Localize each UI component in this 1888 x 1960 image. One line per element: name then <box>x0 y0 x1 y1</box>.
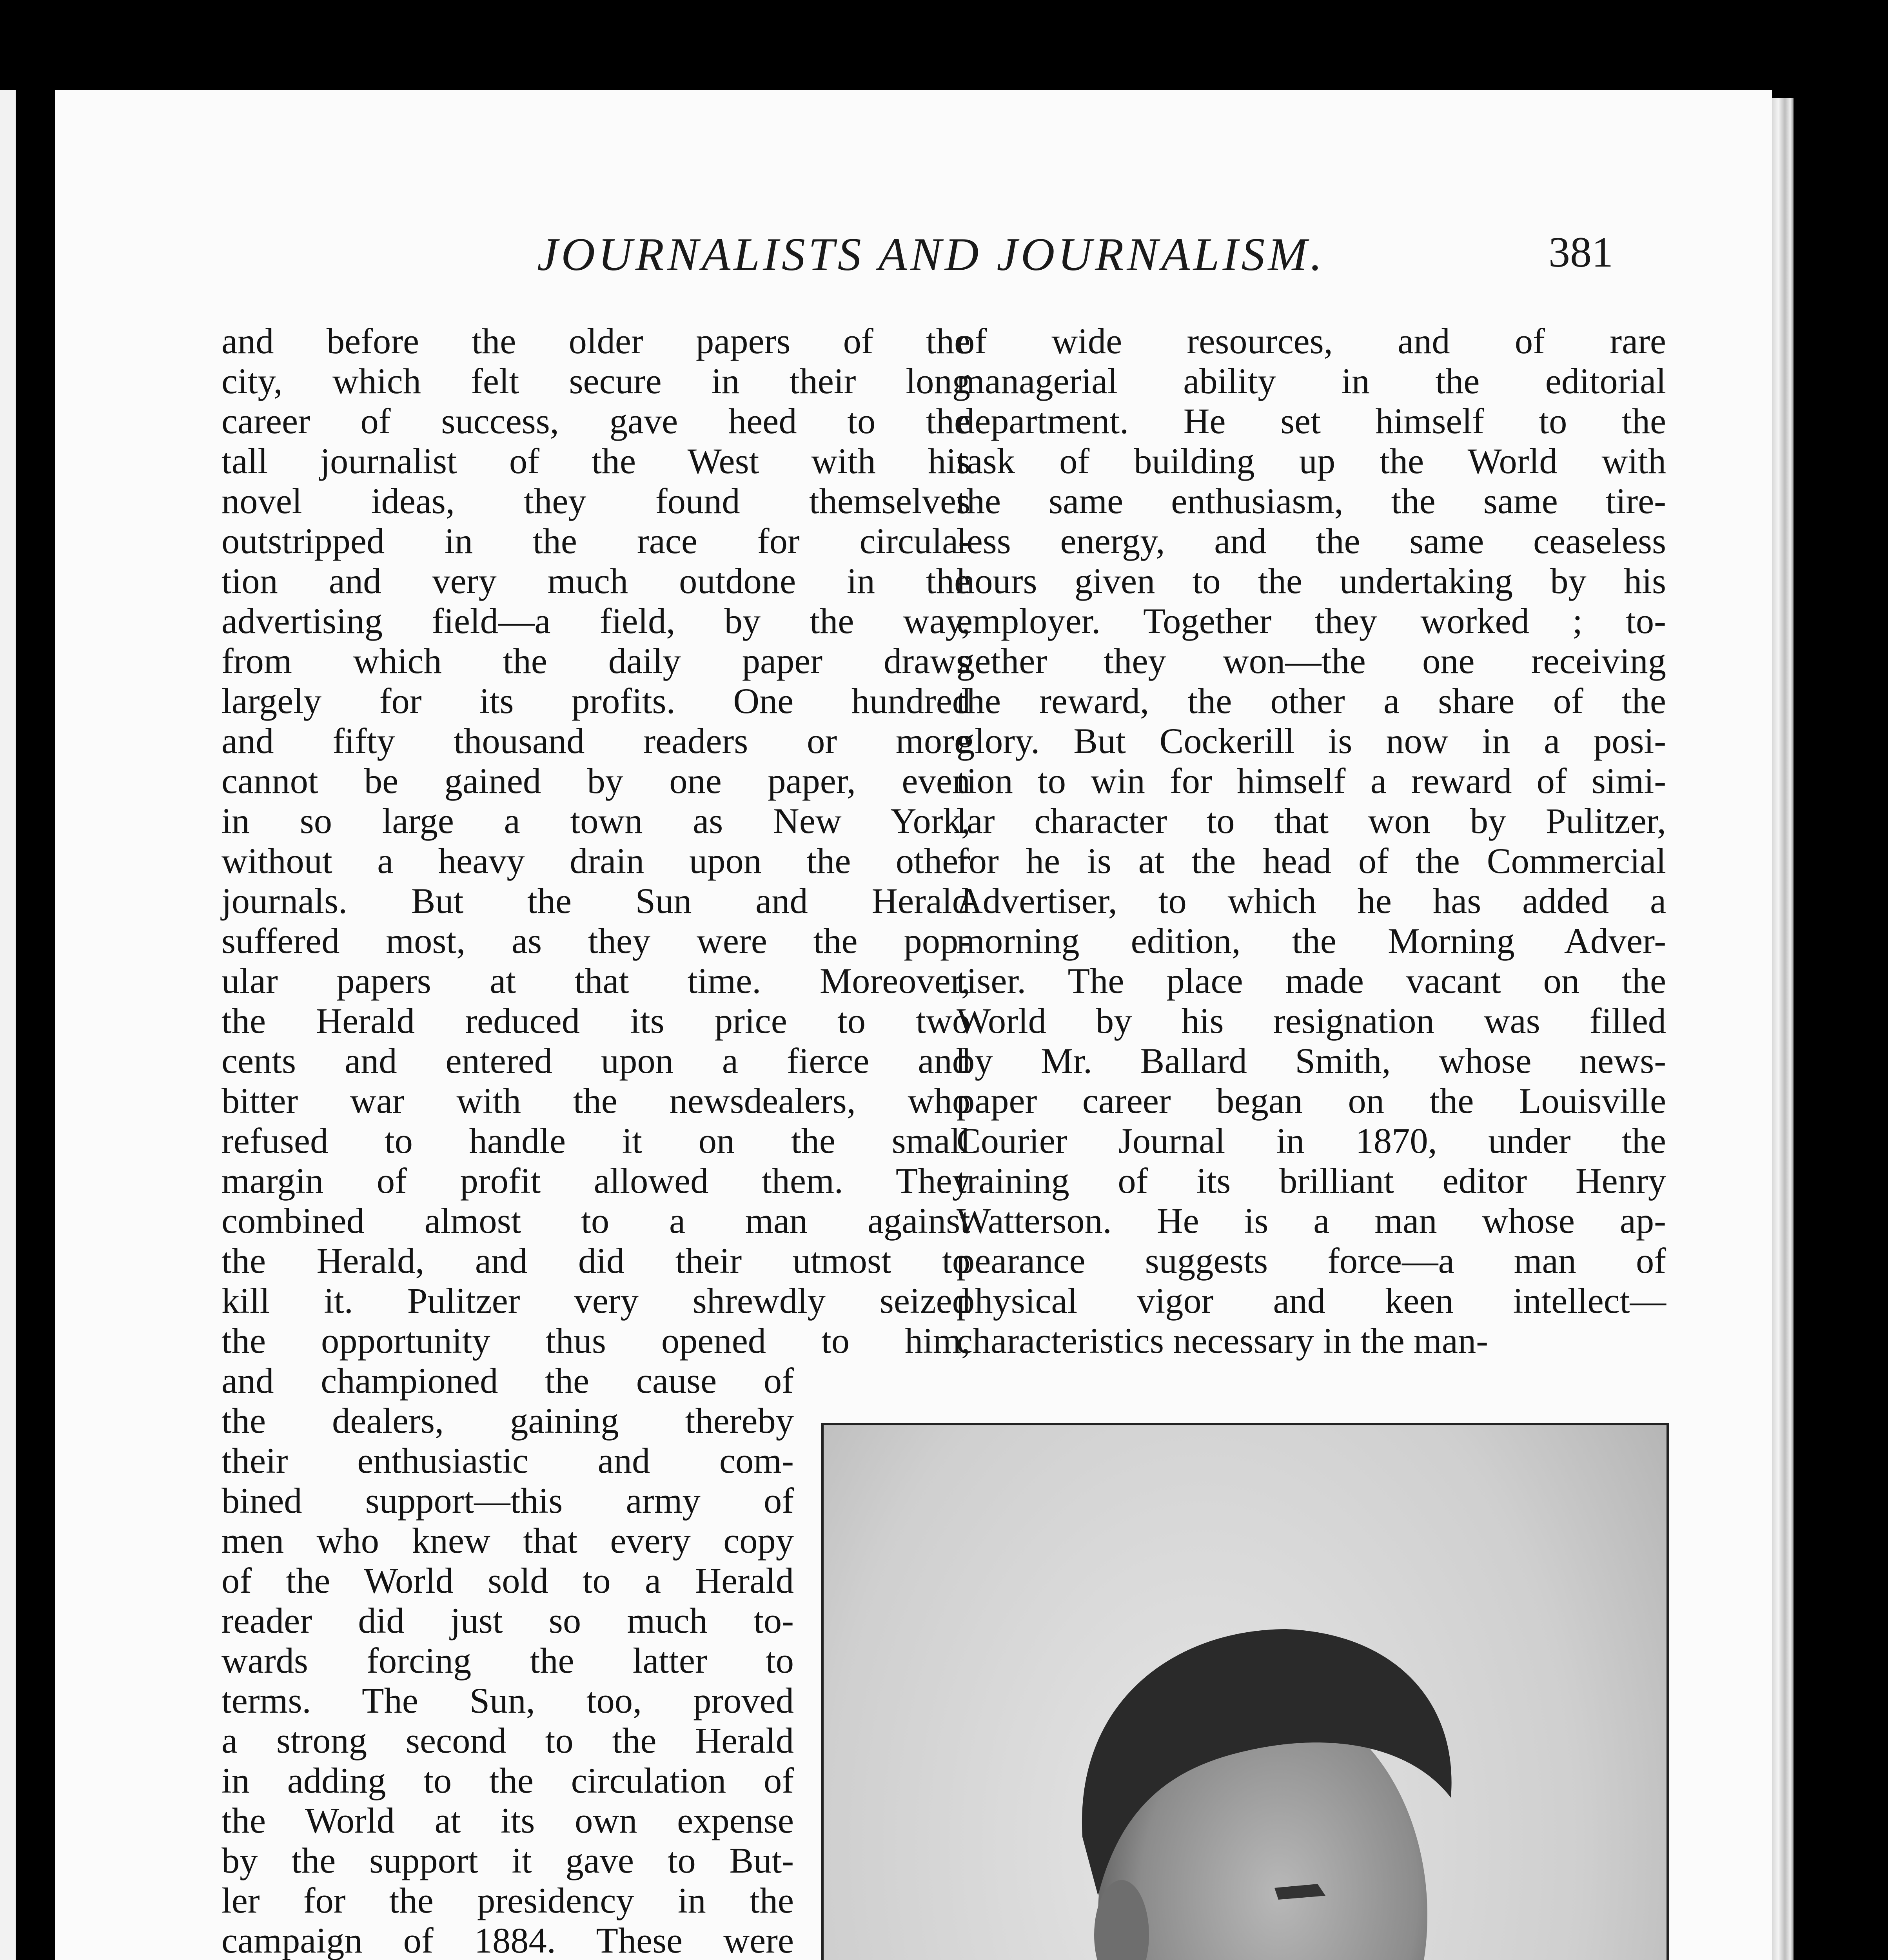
portrait-illustration <box>824 1425 1667 1960</box>
text-line: kill it. Pulitzer very shrewdly seized <box>221 1281 970 1321</box>
text-line: tall journalist of the West with his <box>221 441 970 481</box>
text-line: the reward, the other a share of the <box>957 681 1666 721</box>
text-line: paper career began on the Louisville <box>957 1081 1666 1121</box>
text-line: for he is at the head of the Commercial <box>957 841 1666 881</box>
text-line: pearance suggests force—a man of <box>957 1241 1666 1281</box>
text-line: of wide resources, and of rare <box>957 321 1666 361</box>
text-line: and championed the cause of <box>221 1361 794 1401</box>
text-line: less energy, and the same ceaseless <box>957 521 1666 561</box>
text-line: their enthusiastic and com- <box>221 1441 794 1481</box>
text-line: glory. But Cockerill is now in a posi- <box>957 721 1666 761</box>
text-line: advertising field—a field, by the way, <box>221 601 970 641</box>
text-line: and before the older papers of the <box>221 321 970 361</box>
running-title: JOURNALISTS AND JOURNALISM. <box>537 228 1325 280</box>
text-line: the same enthusiasm, the same tire- <box>957 481 1666 521</box>
right-column <box>957 321 1666 1361</box>
previous-page-strip <box>0 90 16 1960</box>
text-line: men who knew that every copy <box>221 1521 794 1561</box>
text-line: without a heavy drain upon the other <box>221 841 970 881</box>
text-line: cents and entered upon a fierce and <box>221 1041 970 1081</box>
text-line: career of success, gave heed to the <box>221 401 970 441</box>
text-line: the dealers, gaining thereby <box>221 1401 794 1441</box>
magazine-page <box>55 90 1772 1960</box>
text-line: novel ideas, they found themselves <box>221 481 970 521</box>
text-line: training of its brilliant editor Henry <box>957 1161 1666 1201</box>
page-number: 381 <box>1549 228 1613 276</box>
text-line: ular papers at that time. Moreover, <box>221 961 970 1001</box>
text-line: of the World sold to a Herald <box>221 1561 794 1601</box>
text-line: employer. Together they worked ; to- <box>957 601 1666 641</box>
text-line: hours given to the undertaking by his <box>957 561 1666 601</box>
text-line: in adding to the circulation of <box>221 1761 794 1801</box>
text-line: campaign of 1884. These were <box>221 1921 794 1960</box>
text-line: Courier Journal in 1870, under the <box>957 1121 1666 1161</box>
running-head <box>55 227 1772 306</box>
text-line: tion to win for himself a reward of simi- <box>957 761 1666 801</box>
text-line: tiser. The place made vacant on the <box>957 961 1666 1001</box>
right-column-text <box>957 321 1666 1361</box>
text-line: physical vigor and keen intellect— <box>957 1281 1666 1321</box>
text-line: Watterson. He is a man whose ap- <box>957 1201 1666 1241</box>
text-line: the World at its own expense <box>221 1801 794 1841</box>
text-line: task of building up the World with <box>957 441 1666 481</box>
text-line: tion and very much outdone in the <box>221 561 970 601</box>
text-line: bitter war with the newsdealers, who <box>221 1081 970 1121</box>
text-line: outstripped in the race for circula- <box>221 521 970 561</box>
text-line: city, which felt secure in their long <box>221 361 970 401</box>
text-line: morning edition, the Morning Adver- <box>957 921 1666 961</box>
text-line: a strong second to the Herald <box>221 1721 794 1761</box>
text-line: cannot be gained by one paper, even <box>221 761 970 801</box>
text-line: in so large a town as New York, <box>221 801 970 841</box>
text-line: from which the daily paper draws <box>221 641 970 681</box>
text-line: margin of profit allowed them. They <box>221 1161 970 1201</box>
page-edge <box>1772 98 1794 1960</box>
portrait-image <box>821 1423 1669 1960</box>
text-line: World by his resignation was filled <box>957 1001 1666 1041</box>
text-line: terms. The Sun, too, proved <box>221 1681 794 1721</box>
text-line: wards forcing the latter to <box>221 1641 794 1681</box>
text-line: by the support it gave to But- <box>221 1841 794 1881</box>
text-line: bined support—this army of <box>221 1481 794 1521</box>
text-line: suffered most, as they were the pop- <box>221 921 970 961</box>
text-line: managerial ability in the editorial <box>957 361 1666 401</box>
text-line: Advertiser, to which he has added a <box>957 881 1666 921</box>
text-line: combined almost to a man against <box>221 1201 970 1241</box>
text-line: characteristics necessary in the man- <box>957 1321 1489 1361</box>
text-line: and fifty thousand readers or more <box>221 721 970 761</box>
text-line: by Mr. Ballard Smith, whose news- <box>957 1041 1666 1081</box>
text-line: gether they won—the one receiving <box>957 641 1666 681</box>
text-line: lar character to that won by Pulitzer, <box>957 801 1666 841</box>
text-line: the Herald, and did their utmost to <box>221 1241 970 1281</box>
text-line: largely for its profits. One hundred <box>221 681 970 721</box>
text-line: reader did just so much to- <box>221 1601 794 1641</box>
text-line: the opportunity thus opened to him, <box>221 1321 970 1361</box>
text-line: refused to handle it on the small <box>221 1121 970 1161</box>
text-line: ler for the presidency in the <box>221 1881 794 1921</box>
text-line: journals. But the Sun and Herald <box>221 881 970 921</box>
text-line: department. He set himself to the <box>957 401 1666 441</box>
text-line: the Herald reduced its price to two <box>221 1001 970 1041</box>
